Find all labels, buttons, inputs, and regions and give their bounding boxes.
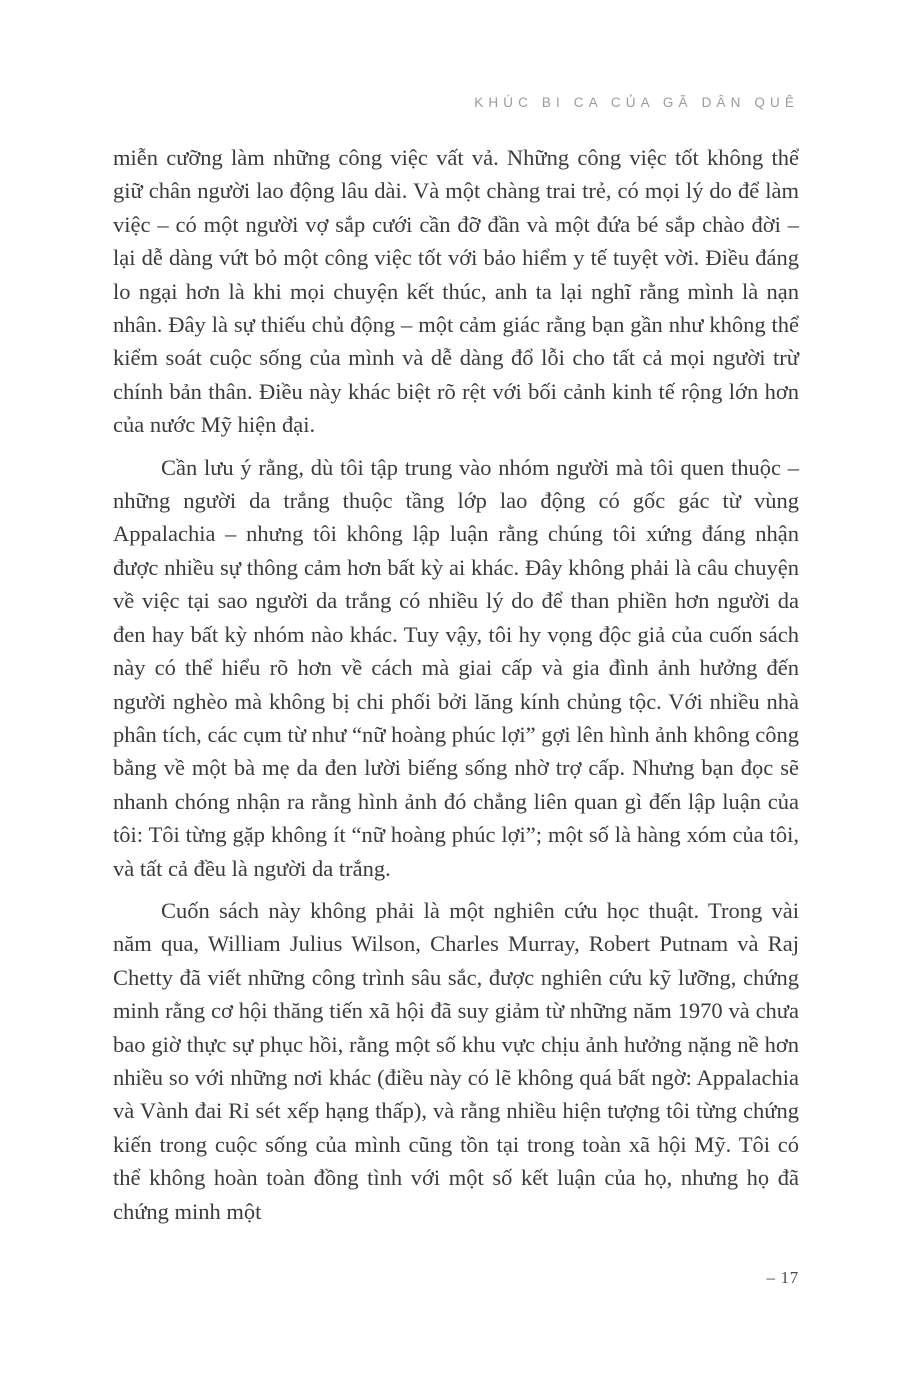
running-header-title: KHÚC BI CA CỦA GÃ DÂN QUÊ — [474, 95, 799, 110]
page-body — [113, 141, 799, 1228]
paragraph: Cần lưu ý rằng, dù tôi tập trung vào nhóm người mà tôi quen thuộc – những người da trắng thuộc tầng lớp lao động có gốc gác từ vùng Appalachia – nhưng tôi không lập luận rằng chúng tôi xứng đáng nhận được nhiều sự thông cảm hơn bất kỳ ai khác. Đây không phải là câu chuyện về việc tại sao người da trắng có nhiều lý do để than phiền hơn người da đen hay bất kỳ nhóm nào khác. Tuy vậy, tôi hy vọng độc giả của cuốn sách này có thể hiểu rõ hơn về cách mà giai cấp và gia đình ảnh hưởng đến người nghèo mà không bị chi phối bởi lăng kính chủng tộc. Với nhiều nhà phân tích, các cụm từ như “nữ hoàng phúc lợi” gợi lên hình ảnh không công bằng về một bà mẹ da đen lười biếng sống nhờ trợ cấp. Nhưng bạn đọc sẽ nhanh chóng nhận ra rằng hình ảnh đó chẳng liên quan gì đến lập luận của tôi: Tôi từng gặp không ít “nữ hoàng phúc lợi”; một số là hàng xóm của tôi, và tất cả đều là người da trắng. — [113, 454, 799, 881]
page-number: – 17 — [766, 1268, 799, 1287]
paragraph: Cuốn sách này không phải là một nghiên cứu học thuật. Trong vài năm qua, William Julius Wilson, Charles Murray, Robert Putnam và Raj Chetty đã viết những công trình sâu sắc, được nghiên cứu kỹ lưỡng, chứng minh rằng cơ hội thăng tiến xã hội đã suy giảm từ những năm 1970 và chưa bao giờ thực sự phục hồi, rằng một số khu vực chịu ảnh hưởng nặng nề hơn nhiều so với những nơi khác (điều này có lẽ không quá bất ngờ: Appalachia và Vành đai Rỉ sét xếp hạng thấp), và rằng nhiều hiện tượng tôi từng chứng kiến trong cuộc sống của mình cũng tồn tại trong toàn xã hội Mỹ. Tôi có thể không hoàn toàn đồng tình với một số kết luận của họ, nhưng họ đã chứng minh một — [113, 897, 799, 1224]
book-page — [113, 0, 799, 1383]
paragraph: miễn cưỡng làm những công việc vất vả. Những công việc tốt không thể giữ chân người lao động lâu dài. Và một chàng trai trẻ, có mọi lý do để làm việc – có một người vợ sắp cưới cần đỡ đần và một đứa bé sắp chào đời – lại dễ dàng vứt bỏ một công việc tốt với bảo hiểm y tế tuyệt vời. Điều đáng lo ngại hơn là khi mọi chuyện kết thúc, anh ta lại nghĩ rằng mình là nạn nhân. Đây là sự thiếu chủ động – một cảm giác rằng bạn gần như không thể kiểm soát cuộc sống của mình và dễ dàng đổ lỗi cho tất cả mọi người trừ chính bản thân. Điều này khác biệt rõ rệt với bối cảnh kinh tế rộng lớn hơn của nước Mỹ hiện đại. — [113, 145, 799, 438]
